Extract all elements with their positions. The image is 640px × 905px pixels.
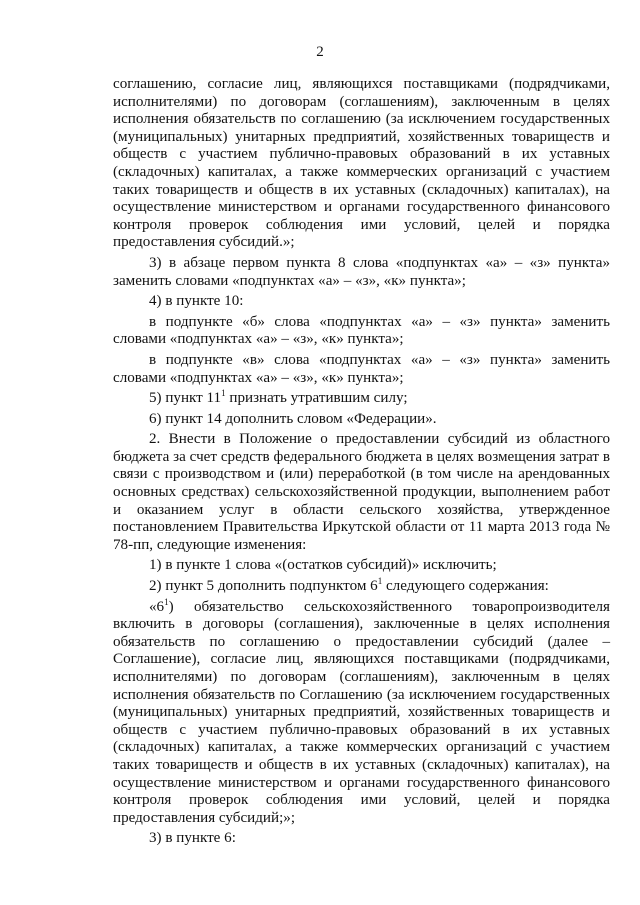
paragraph-subitem-b: в подпункте «б» слова «подпунктах «а» – «з» пункта» заменить словами «подпунктах «а» – «з», «к» пункта»; (113, 313, 610, 348)
paragraph-item-3-p6: 3) в пункте 6: (149, 830, 236, 847)
text-segment: следующего содержания: (382, 578, 549, 595)
superscript: 1 (164, 596, 169, 607)
text-segment: ) обязательство сельскохозяйственного товаропроизводителя включить в договоры (соглашения), заключенные в целях исполнения обязательств по соглашению о предоставлении субсидий (далее – Соглашение), согласие лиц, являющихся поставщиками (подрядчиками, исполнителями) по договорам (соглашениям), заключенным в целях исполнения обязательств по Соглашению (за исключением государственных (муниципальных) унитарных предприятий, хозяйственных товариществ и обществ с участием публично-правовых образований в их уставных (складочных) капиталах, а также коммерческих организаций с участием таких товариществ и обществ в их уставных (складочных) капиталах), на осуществление министерством и органами государственного финансового контроля проверок соблюдения ими условий, целей и порядка предоставления субсидий;»; (113, 598, 610, 826)
text-segment: 5) пункт 11 (149, 390, 222, 407)
text-segment: признать утратившим силу; (225, 390, 408, 407)
text-segment: «6 (149, 598, 165, 615)
page-number: 2 (316, 44, 324, 60)
paragraph-continuation: соглашению, согласие лиц, являющихся поставщиками (подрядчиками, исполнителями) по договорам (соглашениям), заключенным в целях исполнения обязательств по соглашению (за исключением государственных (муниципальных) унитарных предприятий, хозяйственных товариществ и обществ с участием публично-правовых образований в их уставных (складочных) капиталах, а также коммерческих организаций с участием таких товариществ и обществ в их уставных (складочных) капиталах), на осуществление министерством и органами государственного финансового контроля проверок соблюдения ими условий, целей и порядка предоставления субсидий.»; (113, 76, 610, 251)
paragraph-item-4-p10: 4) в пункте 10: (149, 293, 244, 310)
paragraph-section-2: 2. Внести в Положение о предоставлении субсидий из областного бюджета за счет средств федерального бюджета в целях возмещения затрат в связи с производством и (или) переработкой (в том числе на арендованных основных средствах) сельскохозяйственной продукции, выполнением работ и оказанием услуг в области сельского хозяйства, утвержденное постановлением Правительства Иркутской области от 11 марта 2013 года № 78-пп, следующие изменения: (113, 431, 610, 553)
text-segment: 2) пункт 5 дополнить подпунктом 6 (149, 578, 378, 595)
paragraph-item-3-p8: 3) в абзаце первом пункта 8 слова «подпунктах «а» – «з» пункта» заменить словами «подпунктах «а» – «з», «к» пункта»; (113, 254, 610, 289)
superscript: 1 (377, 576, 383, 587)
document-body (113, 76, 610, 851)
paragraph-item-6-p14: 6) пункт 14 дополнить словом «Федерации». (149, 410, 437, 427)
superscript: 1 (221, 388, 226, 399)
paragraph-item-2-p5 (113, 578, 610, 596)
paragraph-subpoint-6-1 (113, 596, 610, 828)
paragraph-subitem-v: в подпункте «в» слова «подпунктах «а» – «з» пункта» заменить словами «подпунктах «а» – «з», «к» пункта»; (113, 351, 610, 386)
paragraph-item-1-p1: 1) в пункте 1 слова «(остатков субсидий)» исключить; (149, 557, 497, 574)
paragraph-item-5-p11-1 (113, 390, 610, 408)
